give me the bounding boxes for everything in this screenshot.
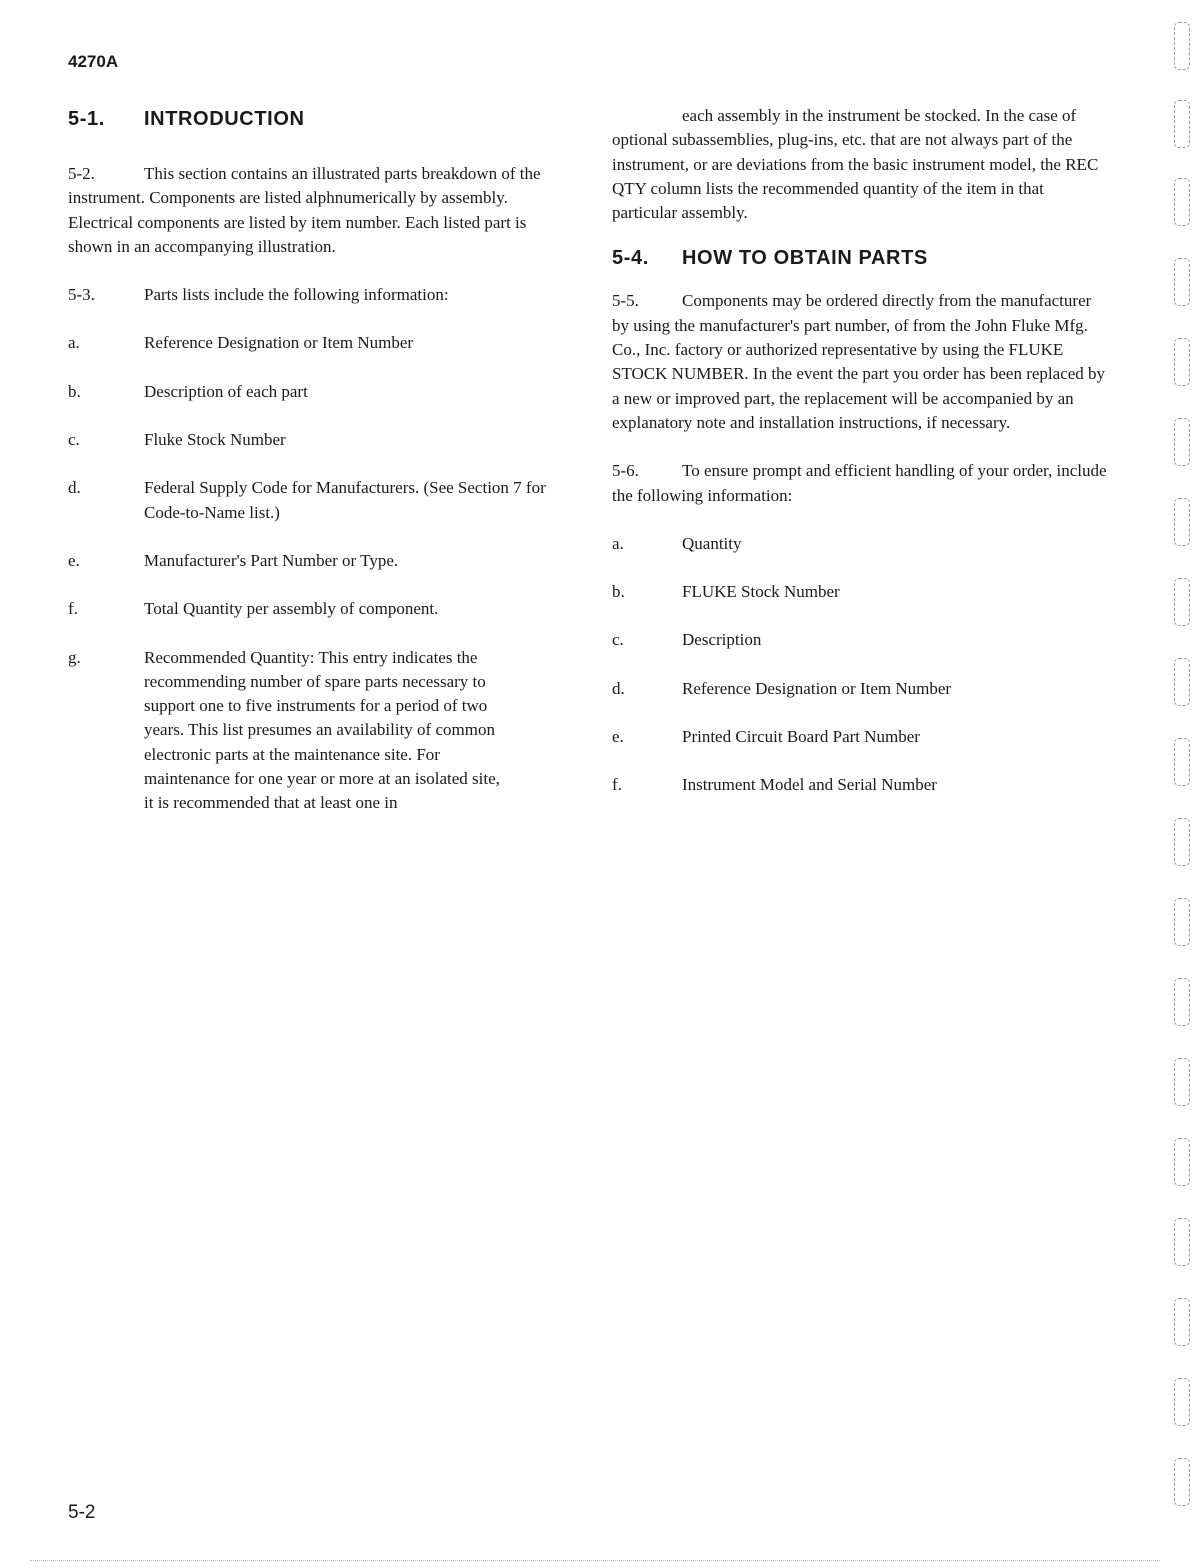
item-label: d. xyxy=(612,678,625,698)
binder-holes xyxy=(1168,0,1200,1568)
list-item xyxy=(68,428,568,452)
section-title: HOW TO OBTAIN PARTS xyxy=(682,246,928,269)
binder-hole xyxy=(1174,1378,1190,1426)
list-item xyxy=(68,597,568,621)
binder-hole xyxy=(1174,498,1190,546)
item-text: Fluke Stock Number xyxy=(144,430,286,450)
binder-hole xyxy=(1174,258,1190,306)
page-number: 5-2 xyxy=(68,1502,96,1523)
model-number: 4270A xyxy=(68,52,119,71)
binder-hole xyxy=(1174,818,1190,866)
binder-hole xyxy=(1174,1458,1190,1506)
item-text: Instrument Model and Serial Number xyxy=(682,775,937,795)
item-text: FLUKE Stock Number xyxy=(682,582,840,602)
item-label: a. xyxy=(68,333,80,353)
binder-hole xyxy=(1174,658,1190,706)
binder-hole xyxy=(1174,578,1190,626)
item-text: Manufacturer's Part Number or Type. xyxy=(144,550,399,570)
item-label: a. xyxy=(612,533,624,553)
item-label: f. xyxy=(612,775,622,795)
paragraph-text: Components may be ordered directly from the manufacturer by using the manufacturer's part number, of from the John Fluke Mfg. Co., Inc. factory or authorized representative by using the FLUKE STOCK NUMBER. In the event the part you order has been replaced by a new or improved part, the replacement will be accompanied by an explanatory note and installation instructions, if necessary. xyxy=(612,291,1106,432)
list-item xyxy=(68,646,568,816)
item-text: Printed Circuit Board Part Number xyxy=(682,727,920,747)
paragraph-text: This section contains an illustrated parts breakdown of the instrument. Components are listed alphnumerically by assembly. Electrical components are listed by item number. Each listed part is shown in an accompanying illustration. xyxy=(68,164,541,256)
paragraph-5-3 xyxy=(68,283,568,307)
binder-hole xyxy=(1174,1138,1190,1186)
item-text: Description xyxy=(682,630,762,650)
binder-hole xyxy=(1174,418,1190,466)
paragraph-5-6 xyxy=(612,459,1112,508)
list-item xyxy=(68,380,568,404)
paragraph-5-2 xyxy=(68,162,568,259)
paragraph-text: each assembly in the instrument be stocked. In the case of optional subassemblies, plug-ins, etc. that are not always part of the instrument, or are deviations from the basic instrument model, the REC QTY column lists the recommended quantity of the item in that particular assembly. xyxy=(612,106,1099,223)
item-label: g. xyxy=(68,647,81,667)
paragraph-number: 5-3. xyxy=(68,285,95,305)
item-label: e. xyxy=(68,550,80,570)
list-item xyxy=(68,476,568,525)
section-heading-how-to-obtain-parts xyxy=(612,243,1112,273)
binder-hole xyxy=(1174,898,1190,946)
binder-hole xyxy=(1174,22,1190,70)
item-label: c. xyxy=(68,430,80,450)
binder-hole xyxy=(1174,738,1190,786)
binder-hole xyxy=(1174,1298,1190,1346)
item-label: f. xyxy=(68,599,78,619)
section-number: 5-1. xyxy=(68,107,105,130)
left-column xyxy=(68,104,568,816)
binder-hole xyxy=(1174,100,1190,148)
item-text: Reference Designation or Item Number xyxy=(144,333,414,353)
list-item xyxy=(68,549,568,573)
section-heading-introduction xyxy=(68,104,568,134)
item-label: c. xyxy=(612,630,624,650)
page-edge xyxy=(30,1560,1160,1562)
list-item xyxy=(612,628,1112,652)
paragraph-number: 5-2. xyxy=(68,164,95,183)
paragraph-text: To ensure prompt and efficient handling of your order, include the following information: xyxy=(612,461,1107,505)
item-label: b. xyxy=(68,381,81,401)
section-title: INTRODUCTION xyxy=(144,107,305,130)
item-text: Reference Designation or Item Number xyxy=(682,678,952,698)
list-item xyxy=(612,677,1112,701)
list-item xyxy=(612,725,1112,749)
list-item xyxy=(68,331,568,355)
paragraph-continuation xyxy=(542,104,1112,225)
item-text: Recommended Quantity: This entry indicates the recommending number of spare parts necessary to support one to five instruments for a period of two years. This list presumes an availability of common electronic parts at the maintenance site. For maintenance for one year or more at an isolated site, it is recommended that at least one in xyxy=(144,647,500,813)
item-label: b. xyxy=(612,582,625,602)
binder-hole xyxy=(1174,1218,1190,1266)
paragraph-number: 5-6. xyxy=(612,461,639,481)
list-item xyxy=(612,532,1112,556)
paragraph-5-5 xyxy=(612,289,1112,435)
binder-hole xyxy=(1174,338,1190,386)
paragraph-number: 5-5. xyxy=(612,291,639,311)
binder-hole xyxy=(1174,178,1190,226)
item-text: Description of each part xyxy=(144,381,308,401)
item-label: e. xyxy=(612,727,624,747)
list-item xyxy=(612,580,1112,604)
paragraph-text: Parts lists include the following information: xyxy=(144,285,449,305)
item-label: d. xyxy=(68,478,81,498)
right-column xyxy=(612,104,1112,798)
binder-hole xyxy=(1174,978,1190,1026)
item-text: Federal Supply Code for Manufacturers. (See Section 7 for Code-to-Name list.) xyxy=(144,478,546,522)
item-text: Total Quantity per assembly of component. xyxy=(144,599,439,619)
binder-hole xyxy=(1174,1058,1190,1106)
section-number: 5-4. xyxy=(612,246,649,269)
item-text: Quantity xyxy=(682,533,742,553)
list-item xyxy=(612,773,1112,797)
